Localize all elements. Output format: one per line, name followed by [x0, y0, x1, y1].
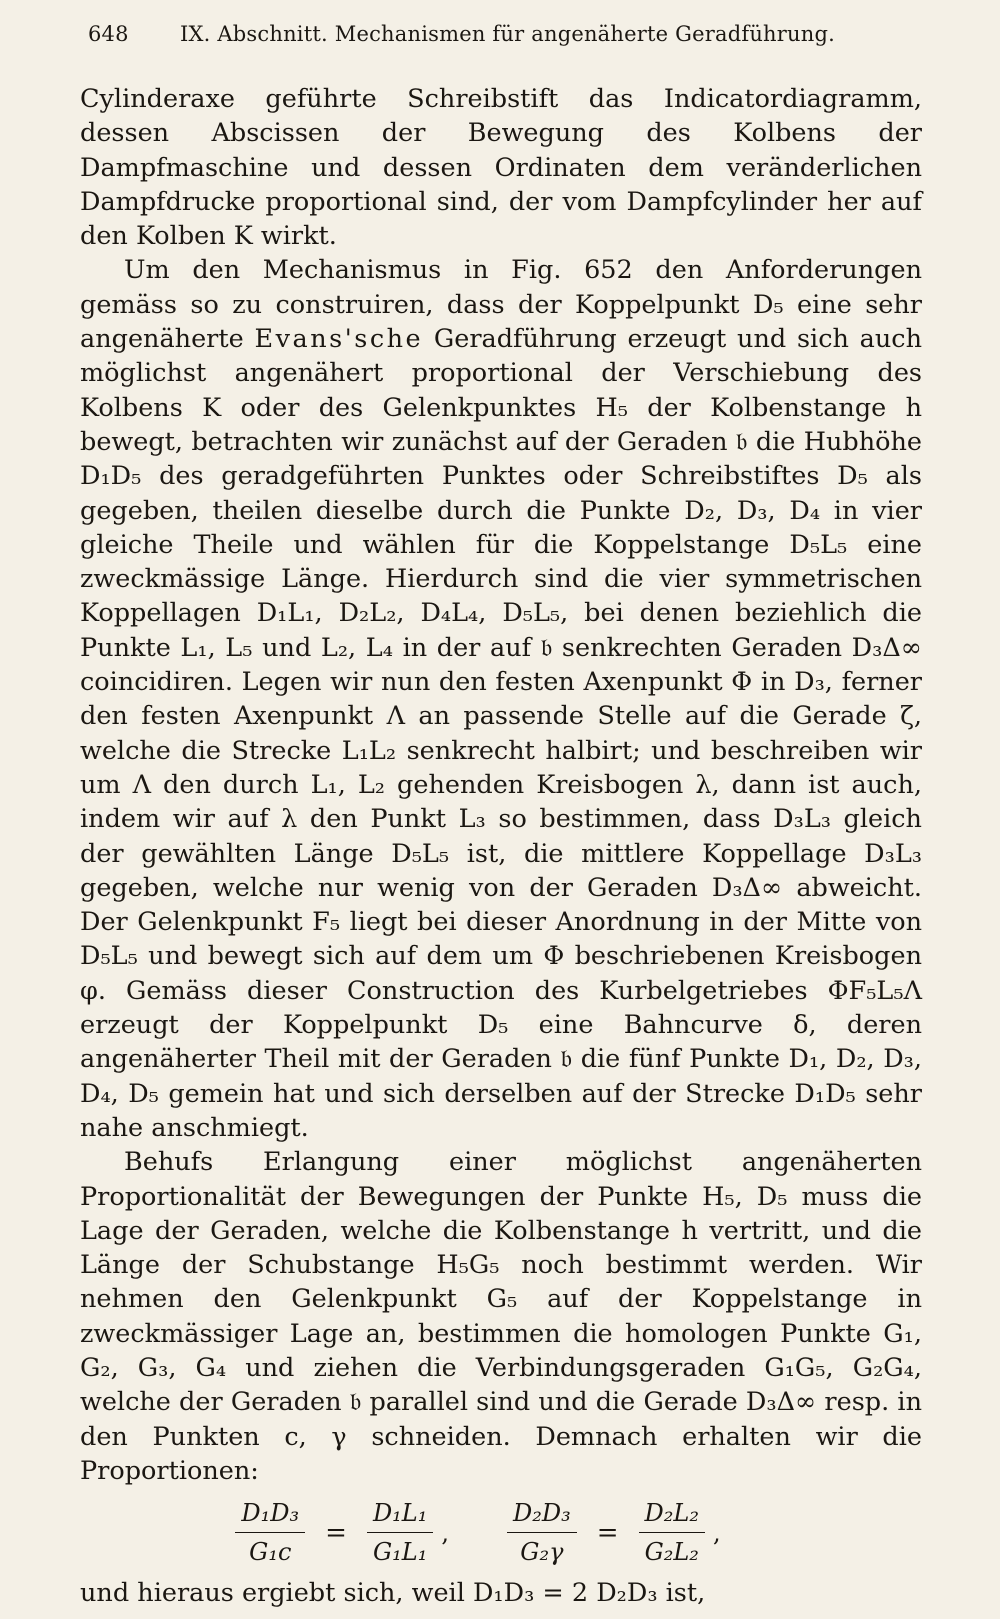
fraction-4-numerator: D₂L₂: [639, 1496, 705, 1533]
paragraph-2-start: Um den Mechanismus in Fig. 652 den Anforderungen gemäss so zu construiren, dass der Koppelpunkt D₅ eine sehr angenäherte: [80, 255, 922, 355]
fraction-3-numerator: D₂D₃: [507, 1496, 577, 1533]
fraction-2-numerator: D₁L₁: [367, 1496, 433, 1533]
paragraph-1: Cylinderaxe geführte Schreibstift das Indicatordiagramm, dessen Abscissen der Bewegung des Kolbens der Dampfmaschine und dessen Ordinaten dem veränderlichen Dampfdrucke proportional sind, der vom Dampfcylinder her auf den Kolben K wirkt.: [80, 84, 922, 252]
paragraph-3: Behufs Erlangung einer möglichst angenäherten Proportionalität der Bewegungen der Punkte H₅, D₅ muss die Lage der Geraden, welche die Kolbenstange h vertritt, und die Länge der Schubstange H₅G₅ noch bestimmt werden. Wir nehmen den Gelenkpunkt G₅ auf der Koppelstange in zweckmässiger Lage an, bestimmen die homologen Punkte G₁, G₂, G₃, G₄ und ziehen die Verbindungsgeraden G₁G₅, G₂G₄, welche der Geraden 𝔟 parallel sind und die Gerade D₃Δ∞ resp. in den Punkten c, γ schneiden. Demnach erhalten wir die Proportionen:: [80, 1147, 922, 1486]
fraction-1: [235, 1496, 305, 1570]
fraction-1-denominator: G₁c: [249, 1538, 292, 1567]
equals-sign-2: =: [596, 1517, 619, 1548]
fraction-2-denominator: G₁L₁: [372, 1538, 428, 1567]
fraction-1-numerator: D₁D₃: [235, 1496, 305, 1533]
proportion-formulas: [80, 1496, 922, 1570]
fraction-2: [367, 1496, 433, 1570]
body-text: [80, 82, 922, 1610]
fraction-4-denominator: G₂L₂: [644, 1538, 699, 1567]
fraction-3: [507, 1496, 577, 1570]
comma-separator-2: ,: [712, 1518, 721, 1547]
paragraph-2-rest: Geradführung erzeugt und sich auch möglichst angenähert proportional der Verschiebung des Kolbens K oder des Gelenkpunktes H₅ der Kolbenstange h bewegt, betrachten wir zunächst auf der Geraden 𝔟 die Hubhöhe D₁D₅ des geradgeführten Punktes oder Schreibstiftes D₅ als gegeben, theilen dieselbe durch die Punkte D₂, D₃, D₄ in vier gleiche Theile und wählen für die Koppelstange D₅L₅ eine zweckmässige Länge. Hierdurch sind die vier symmetrischen Koppellagen D₁L₁, D₂L₂, D₄L₄, D₅L₅, bei denen beziehlich die Punkte L₁, L₅ und L₂, L₄ in der auf 𝔟 senkrechten Geraden D₃Δ∞ coincidiren. Legen wir nun den festen Axenpunkt Φ in D₃, ferner den festen Axenpunkt Λ an passende Stelle auf die Gerade ζ, welche die Strecke L₁L₂ senkrecht halbirt; und beschreiben wir um Λ den durch L₁, L₂ gehenden Kreisbogen λ, dann ist auch, indem wir auf λ den Punkt L₃ so bestimmen, dass D₃L₃ gleich der gewählten Länge D₅L₅ ist, die mittlere Koppellage D₃L₃ gegeben, welche nur wenig von der Geraden D₃Δ∞ abweicht. Der Gelenkpunkt F₅ liegt bei dieser Anordnung in der Mitte von D₅L₅ und bewegt sich auf dem um Φ beschriebenen Kreisbogen φ. Gemäss dieser Construction des Kurbelgetriebes ΦF₅L₅Λ erzeugt der Koppelpunkt D₅ eine Bahncurve δ, deren angenäherter Theil mit der Geraden 𝔟 die fünf Punkte D₁, D₂, D₃, D₄, D₅ gemein hat und sich derselben auf der Strecke D₁D₅ sehr nahe anschmiegt.: [80, 324, 922, 1143]
paragraph-2-name: Evans'sche: [254, 324, 424, 355]
page-number: 648: [88, 22, 129, 46]
equals-sign-1: =: [325, 1517, 347, 1548]
paragraph-2: [80, 253, 922, 1145]
comma-separator-1: ,: [441, 1518, 449, 1547]
fraction-3-denominator: G₂γ: [520, 1538, 564, 1567]
running-title: IX. Abschnitt. Mechanismen für angenäherte Geradführung.: [180, 22, 835, 46]
fraction-4: [639, 1496, 705, 1570]
page-header: [88, 22, 922, 46]
closing-line: und hieraus ergiebt sich, weil D₁D₃ = 2 D₂D₃ ist,: [80, 1577, 706, 1608]
